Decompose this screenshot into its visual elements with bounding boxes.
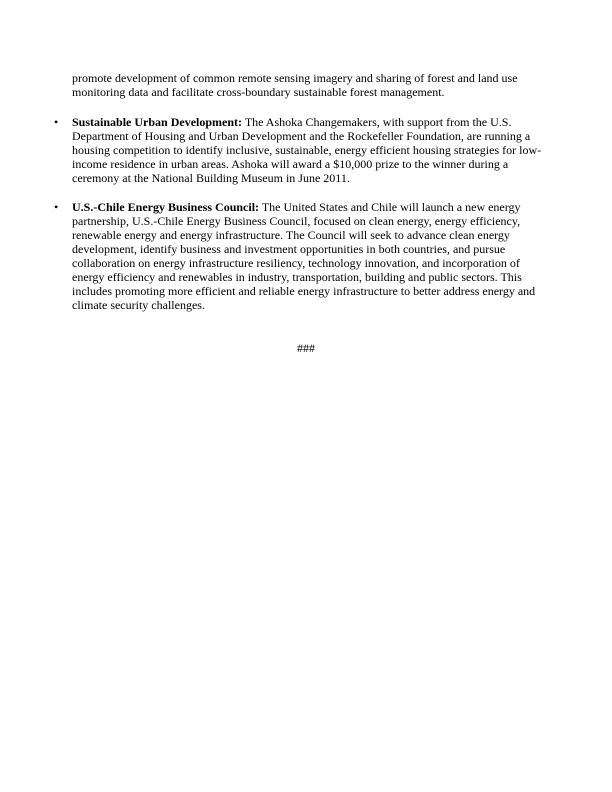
bullet-body: The Ashoka Changemakers, with support from the U.S. Department of Housing and Urban Development and the Rockefeller Foundation, are running a housing competition to identify inclusive, sustainable, energy efficient housing strategies for low-income residence in urban areas. Ashoka will award a $10,000 prize to the winner during a ceremony at the National Building Museum in June 2011. — [72, 115, 542, 185]
bullet-icon: • — [54, 200, 59, 214]
bullet-heading: U.S.-Chile Energy Business Council: — [72, 200, 260, 214]
continuation-paragraph: promote development of common remote sensing imagery and sharing of forest and land use monitoring data and facilitate cross-boundary sustainable forest management. — [72, 71, 518, 99]
bullet-body: The United States and Chile will launch a new energy partnership, U.S.-Chile Energy Business Council, focused on clean energy, energy efficiency, renewable energy and energy infrastructure. The Council will seek to advance clean energy development, identify business and investment opportunities in both countries, and pursue collaboration on energy infrastructure resiliency, technology innovation, and incorporation of energy efficiency and renewables in industry, transportation, building and public sectors. This includes promoting more efficient and reliable energy infrastructure to better address energy and climate security challenges. — [72, 200, 536, 312]
bullet-item-sustainable-urban-development — [54, 115, 544, 185]
bullet-paragraph — [72, 200, 544, 312]
end-of-document-mark: ### — [297, 341, 315, 355]
bullet-item-us-chile-energy-business-council — [54, 200, 544, 312]
bullet-heading: Sustainable Urban Development: — [72, 115, 243, 129]
bullet-icon: • — [54, 115, 59, 129]
bullet-paragraph — [72, 115, 544, 185]
